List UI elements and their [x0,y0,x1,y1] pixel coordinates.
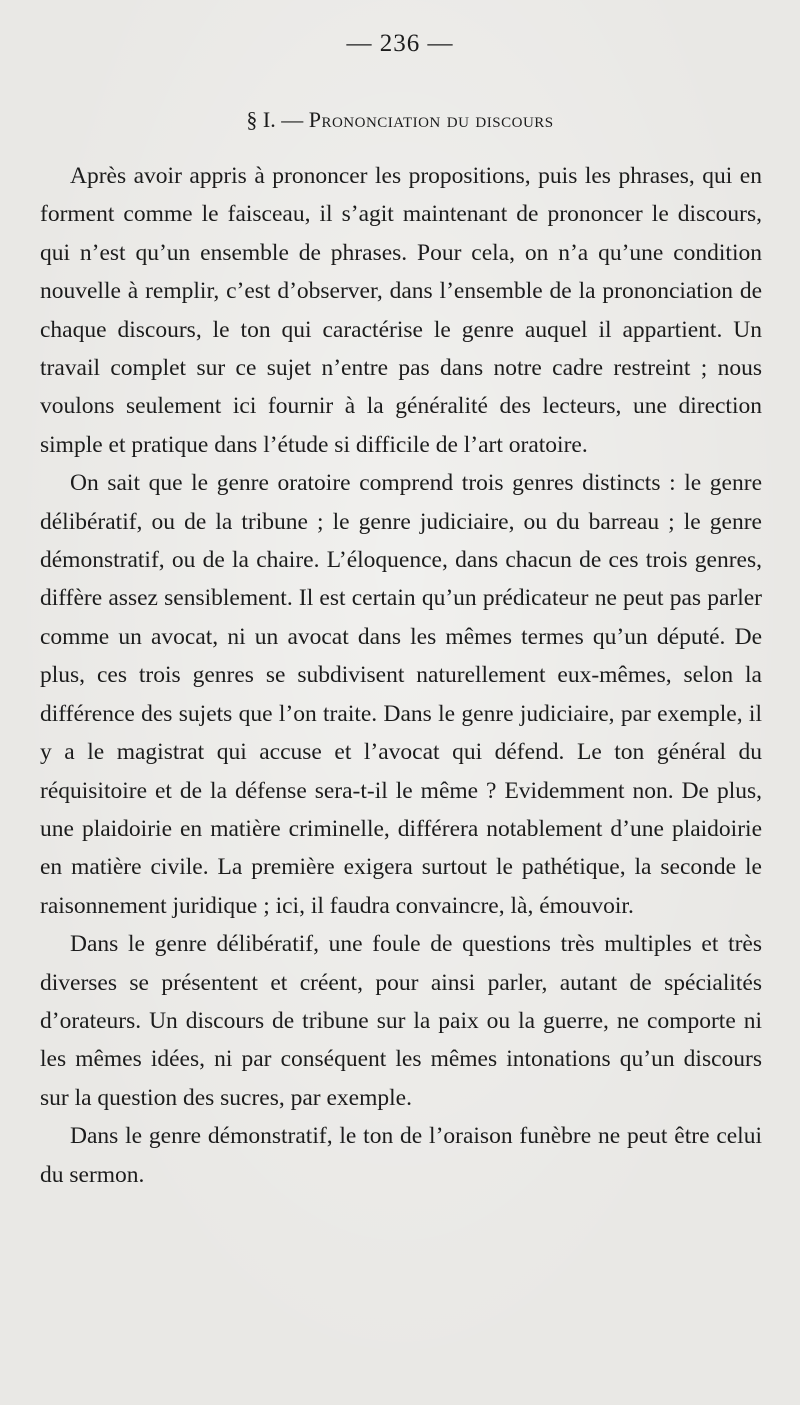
paragraph-4: Dans le genre démonstratif, le ton de l’oraison funèbre ne peut être celui du sermon. [40,1123,762,1188]
section-number: § I. — [246,107,304,132]
section-title: Prononciation du discours [308,107,554,132]
paragraph-2: On sait que le genre oratoire comprend trois genres distincts : le genre délibératif, ou de la tribune ; le genre judiciaire, ou du barreau ; le genre démonstratif, ou de la chaire. L’éloquence, dans chacun de ces trois genres, diffère assez sensiblement. Il est certain qu’un prédicateur ne peut pas parler comme un avocat, ni un avocat dans les mêmes termes qu’un député. De plus, ces trois genres se subdivisent naturellement eux-mêmes, selon la différence des sujets que l’on traite. Dans le genre judiciaire, par exemple, il y a le magistrat qui accuse et l’avocat qui défend. Le ton général du réquisitoire et de la défense sera-t-il le même ? Evidemment non. De plus, une plaidoirie en matière criminelle, différera notablement d’une plaidoirie en matière civile. La première exigera surtout le pathétique, la seconde le raisonnement juridique ; ici, il faudra convaincre, là, émouvoir. [40,470,762,919]
paragraph-1: Après avoir appris à prononcer les propositions, puis les phrases, qui en forment comme le faisceau, il s’agit maintenant de prononcer le discours, qui n’est qu’un ensemble de phrases. Pour cela, on n’a qu’une condition nouvelle à remplir, c’est d’observer, dans l’ensemble de la prononciation de chaque discours, le ton qui caractérise le genre auquel il appartient. Un travail complet sur ce sujet n’entre pas dans notre cadre restreint ; nous voulons seulement ici fournir à la généralité des lecteurs, une direction simple et pratique dans l’étude si difficile de l’art oratoire. [40,163,762,458]
section-heading [0,107,800,133]
paragraph-3: Dans le genre délibératif, une foule de questions très multiples et très diverses se présentent et créent, pour ainsi parler, autant de spécialités d’orateurs. Un discours de tribune sur la paix ou la guerre, ne comporte ni les mêmes idées, ni par conséquent les mêmes intonations qu’un discours sur la question des sucres, par exemple. [40,931,762,1111]
page-number: — 236 — [346,30,454,57]
body-text [40,157,762,1194]
